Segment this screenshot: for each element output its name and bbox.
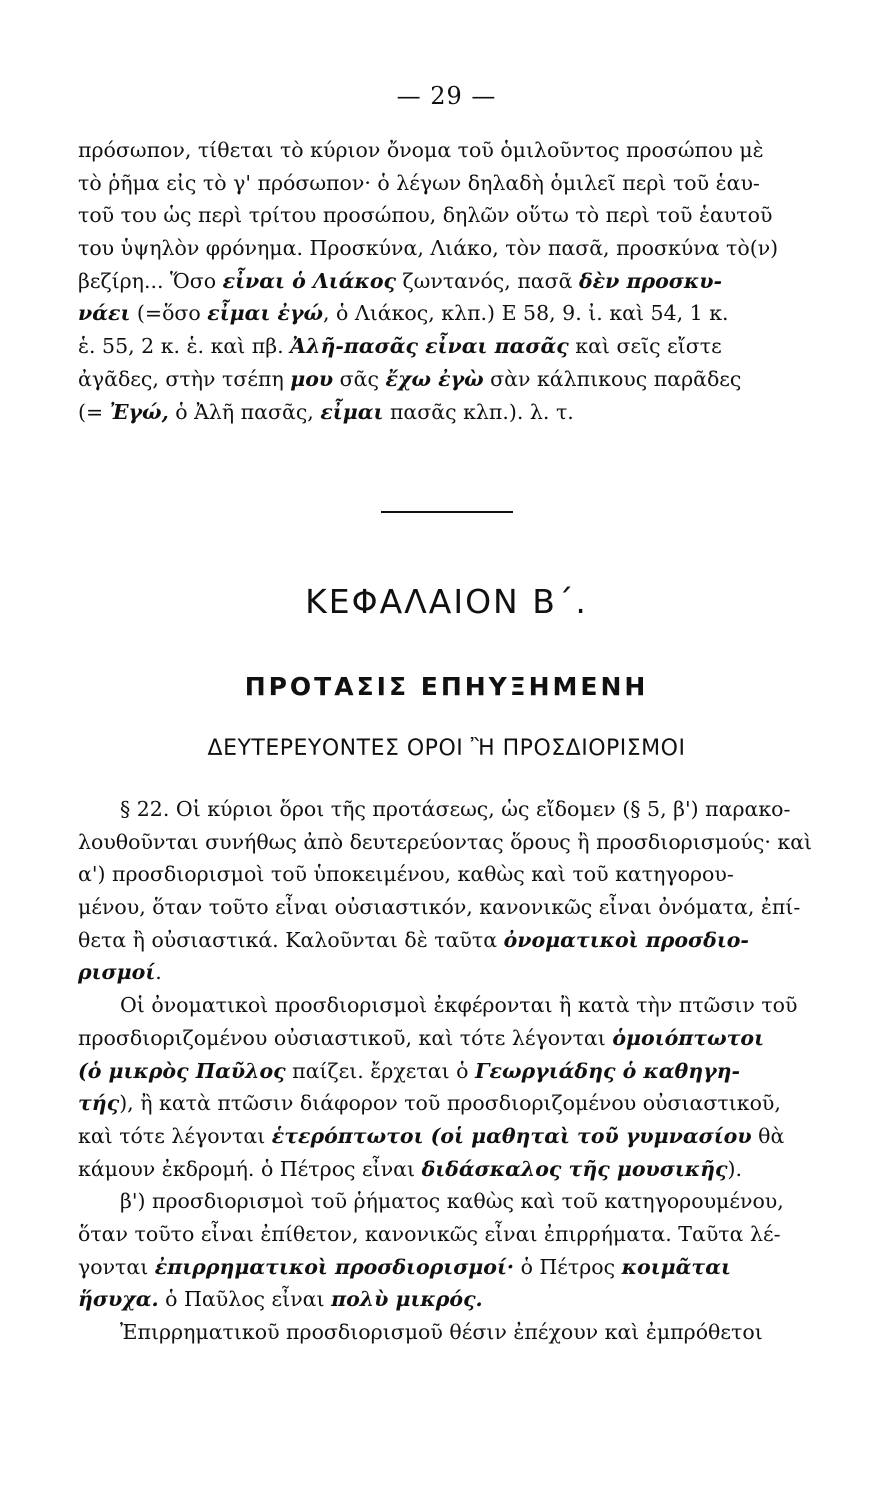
text-span: παίζει. ἔρχεται ὁ: [285, 1058, 475, 1083]
text-line: Οἱ ὀνοματικοὶ προσδιορισμοὶ ἐκφέρονται ἢ κατὰ τὴν πτῶσιν τοῦ: [120, 993, 798, 1018]
text-line: [78, 1022, 816, 1055]
text-line: [78, 1251, 816, 1284]
bold-phrase: εἶμαι ἐγώ: [207, 301, 324, 326]
text-span: καὶ σεῖς εἴστε: [568, 334, 722, 359]
text-line: μένου, ὅταν τοῦτο εἶναι οὐσιαστικόν, κανονικῶς εἶναι ὀνόματα, ἐπί-: [78, 895, 801, 920]
text-span: (=: [78, 399, 110, 424]
bold-phrase: μου: [290, 366, 334, 391]
bold-phrase: ἥσυχα.: [78, 1287, 159, 1312]
bold-phrase: ρισμοί: [78, 960, 156, 985]
bold-phrase: διδάσκαλος τῆς μουσικῆς: [421, 1156, 728, 1181]
text-line: [78, 330, 816, 363]
text-line: [78, 265, 816, 298]
bold-phrase: πολὺ μικρός.: [331, 1287, 483, 1312]
text-span: ), ἢ κατὰ πτῶσιν διάφορον τοῦ προσδιοριζομένου οὐσιαστικοῦ,: [119, 1091, 781, 1116]
text-span: πασᾶς κλπ.). λ. τ.: [383, 399, 574, 424]
section-divider: [381, 511, 513, 513]
text-line: [78, 924, 816, 957]
bold-phrase: Γεωργιάδης ὁ καθηγη-: [475, 1058, 741, 1083]
bold-phrase: ἔχω ἐγὼ: [385, 366, 484, 391]
text-span: κάμουν ἐκδρομή. ὁ Πέτρος εἶναι: [78, 1156, 422, 1181]
text-span: προσδιοριζομένου οὐσιαστικοῦ, καὶ τότε λέγονται: [78, 1025, 613, 1050]
subsection-title: ΔΕΥΤΕΡΕΥΟΝΤΕΣ ΟΡΟΙ Ἢ ΠΡΟΣΔΙΟΡΙΣΜΟΙ: [207, 736, 686, 761]
bold-phrase: ὁμοιόπτωτοι: [612, 1025, 764, 1050]
text-span: σὰν κάλπικους παρᾶδες: [483, 366, 742, 391]
text-line: [78, 1120, 816, 1153]
text-line: ὅταν τοῦτο εἶναι ἐπίθετον, κανονικῶς εἶναι ἐπιρρήματα. Ταῦτα λέ-: [78, 1221, 781, 1246]
text-span: ὁ Ἀλῆ πασᾶς,: [168, 399, 321, 424]
text-span: καὶ τότε λέγονται: [78, 1123, 272, 1148]
section-title: ΠΡΟΤΑΣΙΣ ΕΠΗΥΞΗΜΕΝΗ: [244, 672, 649, 701]
text-line: [78, 363, 816, 396]
top-paragraph: [78, 134, 816, 428]
bold-phrase: ὀνοματικοὶ προσδιο-: [503, 927, 749, 952]
bold-phrase: εἶναι ὁ Λιάκος: [222, 268, 397, 293]
text-line: [78, 956, 816, 989]
bold-phrase: κοιμᾶται: [621, 1254, 731, 1279]
bold-phrase: εἶμαι: [320, 399, 384, 424]
text-span: ἀγᾶδες, στὴν τσέπη: [78, 366, 291, 391]
text-span: .: [155, 960, 162, 985]
text-line: πρόσωπον, τίθεται τὸ κύριον ὄνομα τοῦ ὁμιλοῦντος προσώπου μὲ: [78, 138, 764, 162]
body-text: [78, 793, 816, 1349]
text-line: τὸ ῥῆμα εἰς τὸ γ' πρόσωπον· ὁ λέγων δηλαδὴ ὁμιλεῖ περὶ τοῦ ἑαυ-: [78, 170, 760, 195]
text-line: § 22. Οἱ κύριοι ὅροι τῆς προτάσεως, ὡς εἴδομεν (§ 5, β') παρακο-: [120, 797, 791, 821]
chapter-title: ΚΕΦΑΛΑΙΟΝ Β΄.: [305, 582, 588, 621]
text-line: [78, 1055, 816, 1088]
text-span: θὰ: [751, 1123, 785, 1148]
bold-phrase: Ἀλῆ-πασᾶς εἶναι πασᾶς: [290, 334, 569, 359]
text-span: ἑ. 55, 2 κ. ἑ. καὶ πβ.: [78, 334, 291, 359]
bold-phrase: ἑτερόπτωτοι (οἱ μαθηταὶ τοῦ γυμνασίου: [271, 1123, 752, 1148]
text-span: γονται: [78, 1254, 155, 1279]
bold-phrase: ἐπιρρηματικοὶ προσδιορισμοί·: [154, 1254, 515, 1279]
bold-phrase: νάει: [78, 301, 131, 326]
bold-phrase: Ἐγώ,: [109, 399, 169, 424]
bold-phrase: τής: [78, 1091, 120, 1116]
text-line: [78, 1153, 816, 1186]
text-line: τοῦ του ὡς περὶ τρίτου προσώπου, δηλῶν οὕτω τὸ περὶ τοῦ ἑαυτοῦ: [78, 203, 773, 228]
text-span: βεζίρη... Ὅσο: [78, 268, 223, 293]
text-span: ).: [727, 1156, 743, 1181]
text-line: του ὑψηλὸν φρόνημα. Προσκύνα, Λιάκο, τὸν πασᾶ, προσκύνα τὸ(ν): [78, 236, 779, 261]
text-line: [78, 1283, 816, 1316]
text-line: α') προσδιορισμοὶ τοῦ ὑποκειμένου, καθὼς καὶ τοῦ κατηγορου-: [78, 862, 734, 887]
text-line: λουθοῦνται συνήθως ἀπὸ δευτερεύοντας ὅρους ἢ προσδιορισμούς· καὶ: [78, 829, 813, 854]
text-span: (=ὅσο: [130, 301, 208, 326]
text-span: θετα ἢ οὐσιαστικά. Καλοῦνται δὲ ταῦτα: [78, 927, 504, 952]
text-span: σᾶς: [333, 366, 386, 391]
text-line: [78, 297, 816, 330]
text-span: ὁ Παῦλος εἶναι: [158, 1287, 332, 1312]
text-span: ζωντανός, πασᾶ: [396, 268, 579, 293]
text-span: ὁ Πέτρος: [514, 1254, 622, 1279]
text-line: Ἐπιρρηματικοῦ προσδιορισμοῦ θέσιν ἐπέχουν καὶ ἐμπρόθετοι: [120, 1320, 763, 1344]
text-line: [78, 396, 816, 429]
bold-phrase: δὲν προσκυ-: [579, 268, 723, 293]
bold-phrase: (ὁ μικρὸς Παῦλος: [78, 1058, 286, 1083]
text-line: [78, 1087, 816, 1120]
page-number: — 29 —: [396, 82, 497, 110]
text-line: β') προσδιορισμοὶ τοῦ ῥήματος καθὼς καὶ τοῦ κατηγορουμένου,: [120, 1189, 784, 1214]
text-span: , ὁ Λιάκος, κλπ.) Ε 58, 9. ἰ. καὶ 54, 1 κ.: [323, 301, 729, 326]
